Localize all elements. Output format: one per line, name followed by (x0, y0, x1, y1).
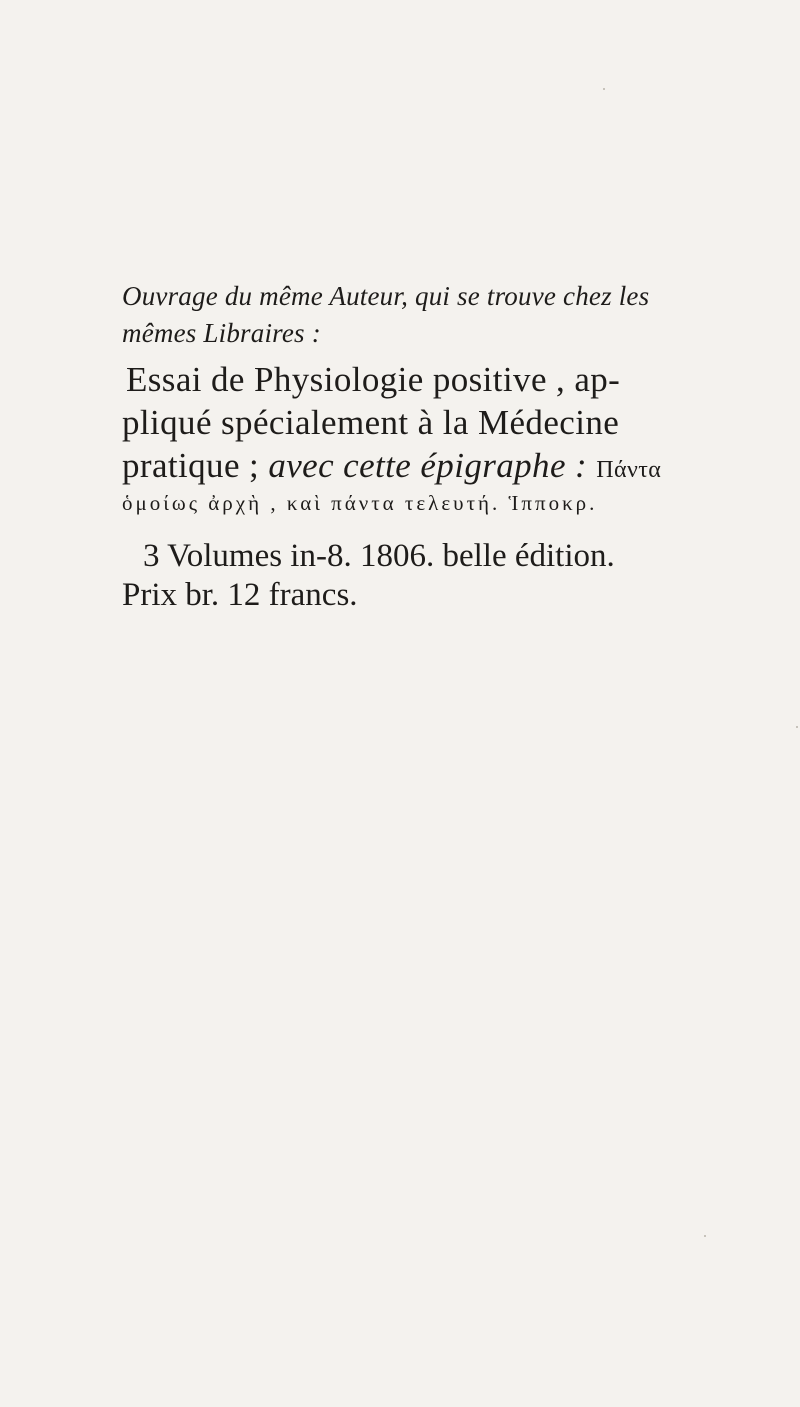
book-title-roman-part: pratique ; (122, 446, 269, 485)
book-title-line-2: pliqué spécialement à la Médecine (122, 403, 620, 442)
book-title-line-1: Essai de Physiologie positive , ap- (126, 360, 621, 399)
paper-speck (704, 1235, 706, 1237)
epigraph-greek-start: Πάντα (596, 457, 662, 483)
volumes-edition-line: 3 Volumes in-8. 1806. belle édition. (143, 538, 615, 574)
epigraph-intro: avec cette épigraphe : (268, 446, 597, 485)
price-line: Prix br. 12 francs. (122, 577, 358, 613)
notice-heading-line-1: Ouvrage du même Auteur, qui se trouve chez les (122, 281, 650, 311)
epigraph-greek-line: ὁμοίως ἀρχὴ , καὶ πάντα τελευτή. Ἱπποκρ. (122, 491, 598, 515)
book-title-line-3 (122, 448, 661, 483)
paper-speck (603, 88, 605, 90)
paper-speck (796, 726, 798, 728)
notice-heading-line-2: mêmes Libraires : (122, 318, 321, 348)
